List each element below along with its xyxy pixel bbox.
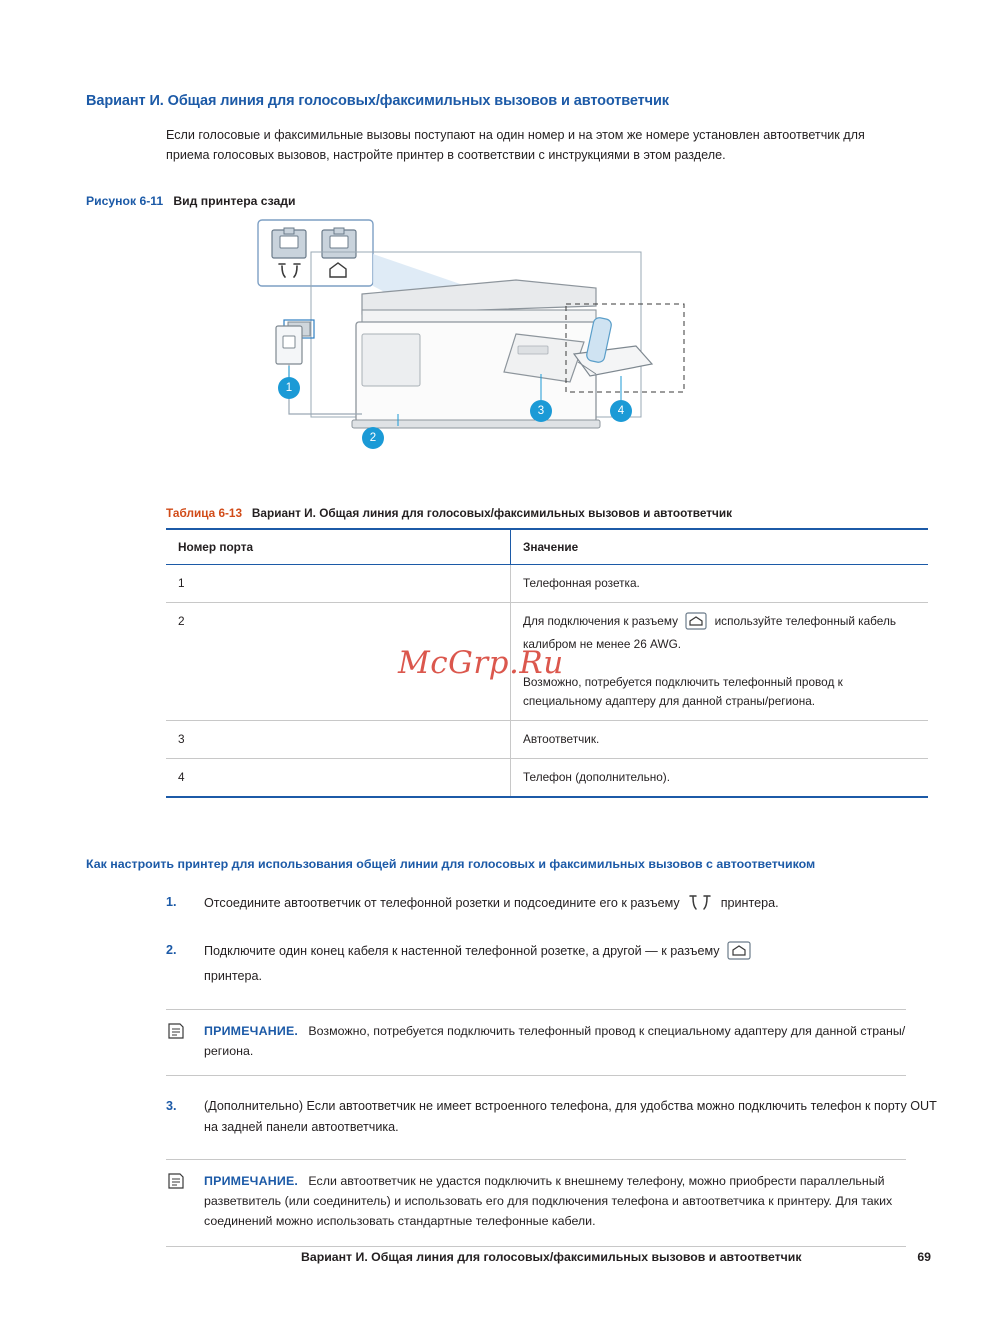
step-text-after: принтера.	[720, 895, 779, 910]
figure-caption-text: Вид принтера сзади	[173, 193, 296, 208]
step-text-after: принтера.	[204, 969, 262, 984]
table-header-row	[166, 529, 928, 565]
port-table	[166, 528, 928, 798]
list-item	[166, 1096, 944, 1137]
page-content	[86, 92, 937, 1267]
note-body	[204, 1022, 906, 1062]
table-label: Таблица 6-13	[166, 505, 243, 520]
figure-callout-1: 1	[278, 377, 300, 399]
table-caption-text: Вариант И. Общая линия для голосовых/факсимильных вызовов и автоответчик	[251, 505, 733, 520]
table-cell-port: 3	[166, 720, 511, 758]
table-cell-value: Автоответчик.	[511, 720, 929, 758]
table-header-port: Номер порта	[166, 529, 511, 565]
procedure-steps	[86, 892, 931, 987]
table-row	[166, 758, 928, 796]
table-cell-value-part1: Для подключения к разъему	[523, 613, 679, 628]
step-number: 1.	[166, 894, 177, 909]
page-title: Вариант И. Общая линия для голосовых/факсимильных вызовов и автоответчик	[86, 93, 669, 109]
table-cell-value-part3: Возможно, потребуется подключить телефонный провод к специальному адаптеру для данной страны/региона.	[523, 675, 843, 708]
phone-jack-icon	[687, 892, 713, 918]
step-text: Подключите один конец кабеля к настенной телефонной розетке, а другой — к разъему	[204, 944, 720, 958]
procedure-steps-continued	[86, 1096, 937, 1137]
table-cell-value-part2: используйте телефонный кабель калибром не менее 26 AWG.	[523, 613, 896, 652]
note-label: ПРИМЕЧАНИЕ.	[204, 1023, 299, 1038]
figure-caption	[86, 194, 931, 208]
note-body	[204, 1172, 906, 1232]
table-row	[166, 720, 928, 758]
table-cell-value: Телефон (дополнительно).	[511, 758, 929, 796]
list-item	[166, 940, 944, 987]
line-jack-icon	[685, 612, 707, 636]
footer-text: Вариант И. Общая линия для голосовых/факсимильных вызовов и автоответчик	[301, 1250, 802, 1264]
table-cell-port: 4	[166, 758, 511, 796]
step-text: (Дополнительно) Если автоответчик не имеет встроенного телефона, для удобства можно подключить телефон к порту OUT на задней панели автоответчика.	[204, 1099, 937, 1134]
section-intro-paragraph: Если голосовые и факсимильные вызовы поступают на один номер и на этом же номере установлен автоответчик для приема голосовых вызовов, настройте принтер в соответствии с инструкциями в этом разделе.	[166, 127, 865, 163]
table-row	[166, 602, 928, 720]
note-text: Возможно, потребуется подключить телефонный провод к специальному адаптеру для данной страны/региона.	[204, 1023, 906, 1058]
table-row	[166, 564, 928, 602]
figure-callout-2: 2	[362, 427, 384, 449]
list-item	[166, 892, 944, 918]
step-text: Отсоедините автоответчик от телефонной розетки и подсоедините его к разъему	[204, 895, 680, 910]
line-jack-icon	[727, 940, 751, 966]
step-number: 3.	[166, 1099, 177, 1114]
note-label: ПРИМЕЧАНИЕ.	[204, 1174, 299, 1189]
figure-label: Рисунок 6-11	[86, 193, 164, 208]
page-number: 69	[917, 1250, 931, 1264]
note-icon	[166, 1171, 186, 1191]
note-block	[166, 1159, 906, 1247]
step-number: 2.	[166, 943, 177, 957]
printer-rear-view-figure	[166, 214, 906, 484]
printer-diagram-svg	[166, 214, 906, 484]
table-cell-port: 2	[166, 602, 511, 720]
figure-callout-4: 4	[610, 400, 632, 422]
table-cell-value	[511, 602, 929, 720]
watermark: McGrp.Ru	[398, 645, 564, 681]
table-cell-value: Телефонная розетка.	[511, 564, 929, 602]
note-text: Если автоответчик не удастся подключить к внешнему телефону, можно приобрести параллельный разветвитель (или соединитель) и использовать его для подключения телефона и автоответчика к принтеру. Для таких соединений можно использовать стандартные телефонные кабели.	[204, 1174, 893, 1228]
figure-callout-3: 3	[530, 400, 552, 422]
note-icon	[166, 1021, 186, 1041]
table-header-value: Значение	[511, 529, 929, 565]
table-caption	[166, 506, 931, 520]
procedure-title: Как настроить принтер для использования общей линии для голосовых и факсимильных вызовов с автоответчиком	[86, 856, 816, 871]
table-cell-port: 1	[166, 564, 511, 602]
note-block	[166, 1009, 906, 1077]
